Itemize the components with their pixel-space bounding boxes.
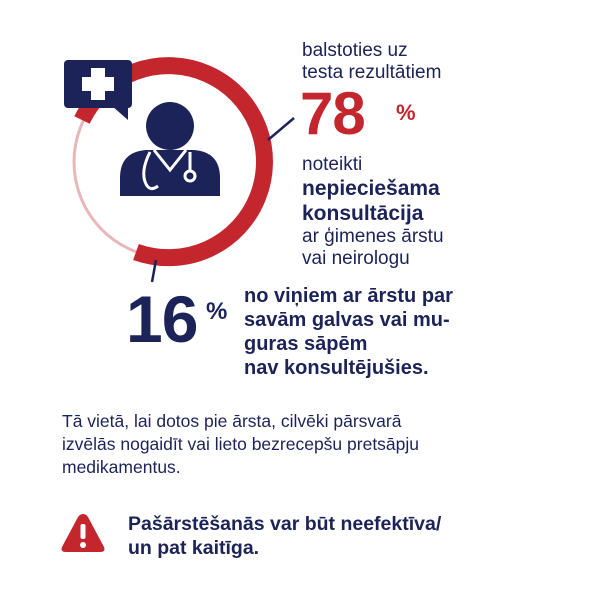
main-stat-unit: % — [396, 100, 416, 125]
warning-text — [128, 512, 441, 560]
doctor-icon — [120, 102, 220, 196]
connector-line-top — [268, 118, 294, 140]
main-stat-line-1: noteikti — [302, 154, 363, 175]
explanation-paragraph — [62, 410, 582, 479]
medical-cross-bubble-icon — [64, 60, 132, 120]
warning-line-2: un pat kaitīga. — [128, 537, 260, 559]
main-stat-line-2: ar ģimenes ārstu — [302, 226, 444, 247]
secondary-stat-line-3: guras sāpēm — [244, 333, 368, 355]
intro-line-1: balstoties uz — [302, 40, 408, 61]
secondary-stat-line-1: no viņiem ar ārstu par — [244, 285, 453, 307]
main-stat-line-3: vai neirologu — [302, 248, 410, 269]
main-stat-value: 78 — [300, 80, 365, 147]
warning-line-1: Pašārstēšanās var būt neefektīva/ — [128, 513, 442, 535]
warning-icon — [60, 512, 106, 554]
main-stat-bold — [302, 176, 440, 226]
doctor-ring-graphic — [0, 0, 300, 300]
main-stat-tail — [302, 226, 444, 270]
intro-text — [302, 40, 441, 84]
secondary-stat-line-4: nav konsultējušies. — [244, 357, 429, 379]
intro-line-2: testa rezultātiem — [302, 62, 442, 83]
secondary-stat-unit: % — [206, 298, 228, 325]
main-stat-bold-line-2: konsultācija — [302, 202, 424, 225]
paragraph-line-3: medikamentus. — [62, 457, 181, 477]
main-stat-bold-line-1: nepieciešama — [302, 177, 440, 200]
secondary-stat-text — [244, 284, 453, 380]
secondary-stat-line-2: savām galvas vai mu- — [244, 309, 450, 331]
secondary-stat-value: 16 — [126, 282, 198, 356]
paragraph-line-1: Tā vietā, lai dotos pie ārsta, cilvēki pārsvarā — [62, 411, 402, 431]
paragraph-line-2: izvēlās nogaidīt vai lieto bezrecepšu pretsāpju — [62, 434, 420, 454]
